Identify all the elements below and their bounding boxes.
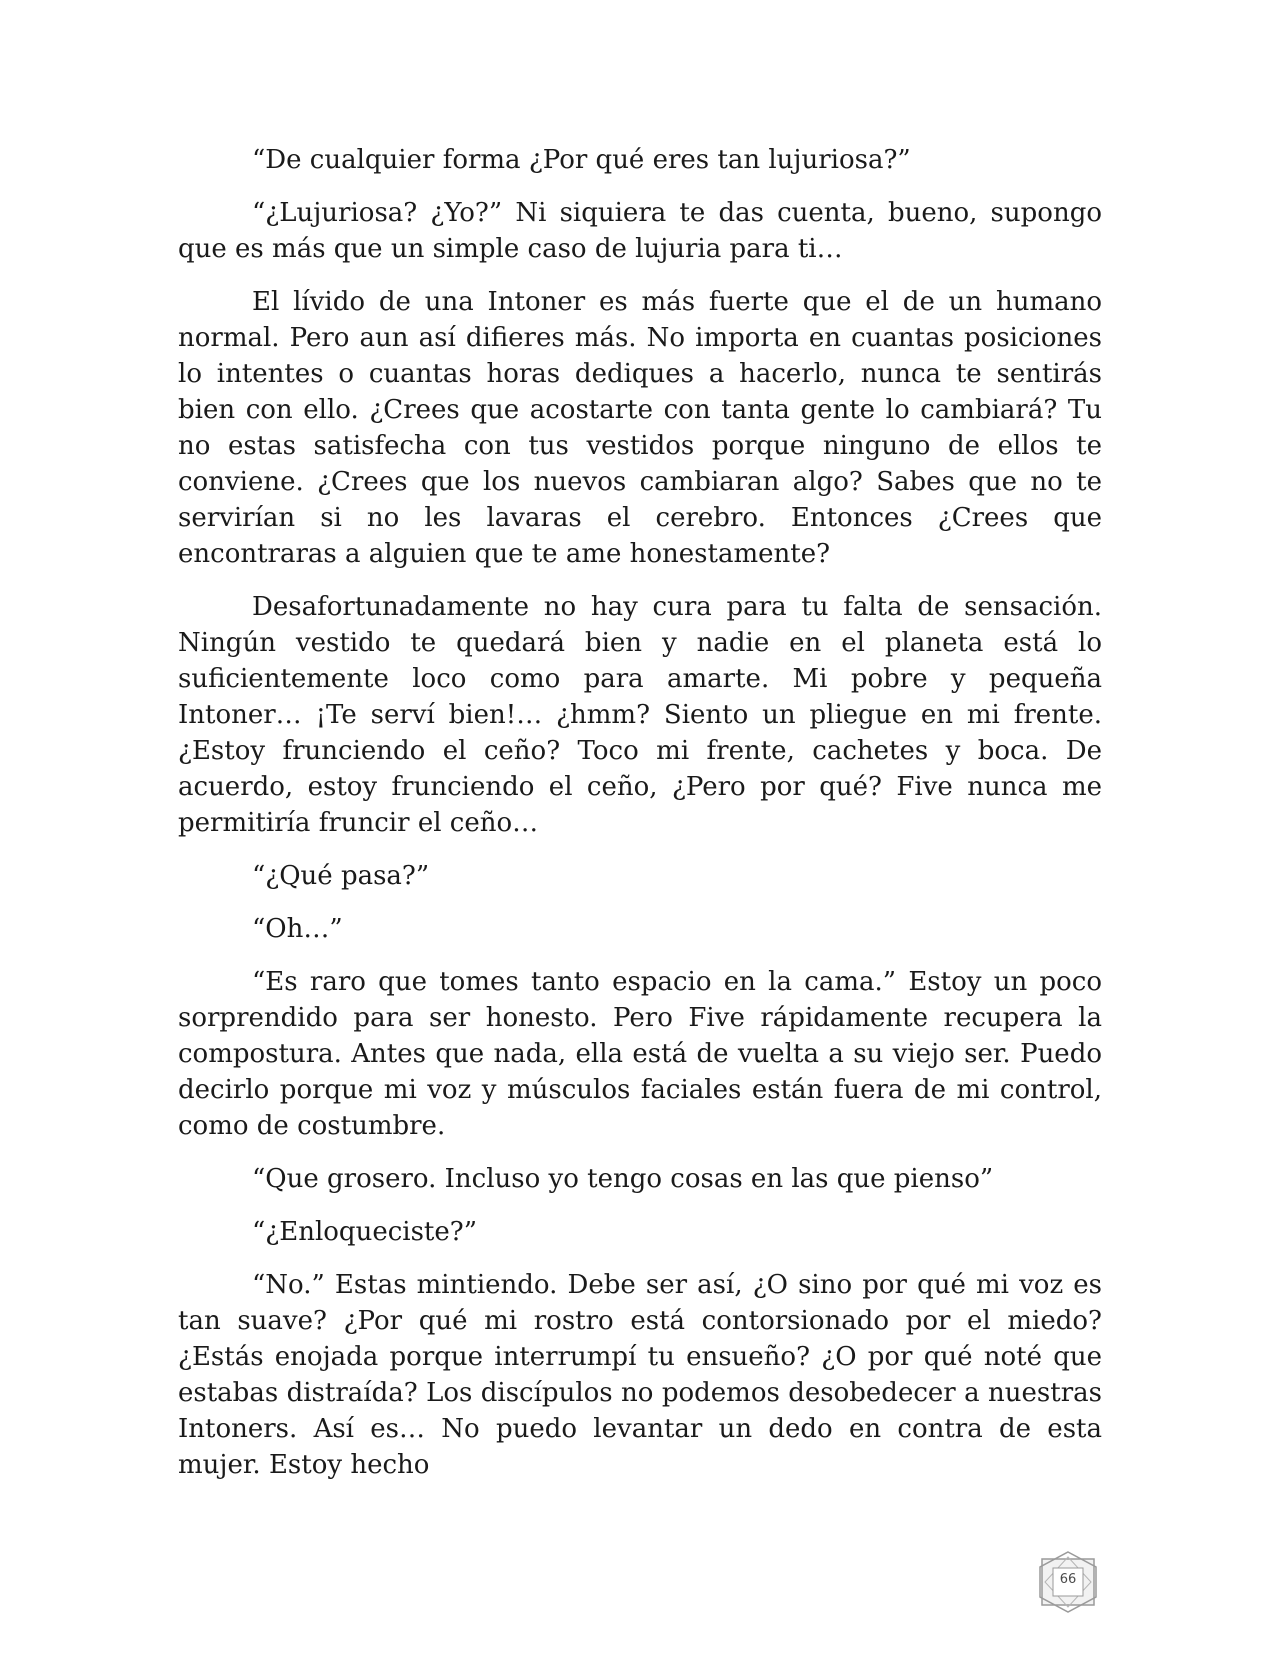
body-text: [178, 142, 1102, 1500]
paragraph-6: “Oh…”: [252, 914, 343, 944]
page-number: 66: [1059, 1572, 1077, 1587]
paragraph-3: El lívido de una Intoner es más fuerte que el de un humano normal. Pero aun así difieres más. No importa en cuantas posiciones lo intentes o cuantas horas dediques a hacerlo, nunca te sentirás bien con ello. ¿Crees que acostarte con tanta gente lo cambiará? Tu no estas satisfecha con tus vestidos porque ninguno de ellos te conviene. ¿Crees que los nuevos cambiaran algo? Sabes que no te servirían si no les lavaras el cerebro. Entonces ¿Crees que encontraras a alguien que te ame honestamente?: [178, 287, 1102, 569]
page-number-badge: [1034, 1551, 1102, 1613]
paragraph-1: “De cualquier forma ¿Por qué eres tan lujuriosa?”: [252, 145, 911, 175]
paragraph-9: “¿Enloqueciste?”: [252, 1217, 477, 1247]
paragraph-7: “Es raro que tomes tanto espacio en la cama.” Estoy un poco sorprendido para ser honesto. Pero Five rápidamente recupera la compostura. Antes que nada, ella está de vuelta a su viejo ser. Puedo decirlo porque mi voz y músculos faciales están fuera de mi control, como de costumbre.: [178, 967, 1102, 1141]
paragraph-8: “Que grosero. Incluso yo tengo cosas en las que pienso”: [252, 1164, 994, 1194]
paragraph-4: Desafortunadamente no hay cura para tu falta de sensación. Ningún vestido te quedará bien y nadie en el planeta está lo suficientemente loco como para amarte. Mi pobre y pequeña Intoner… ¡Te serví bien!… ¿hmm? Siento un pliegue en mi frente. ¿Estoy frunciendo el ceño? Toco mi frente, cachetes y boca. De acuerdo, estoy frunciendo el ceño, ¿Pero por qué? Five nunca me permitiría fruncir el ceño…: [178, 592, 1102, 838]
paragraph-2: “¿Lujuriosa? ¿Yo?” Ni siquiera te das cuenta, bueno, supongo que es más que un simple caso de lujuria para ti…: [178, 198, 1102, 264]
paragraph-5: “¿Qué pasa?”: [252, 861, 430, 891]
paragraph-10: “No.” Estas mintiendo. Debe ser así, ¿O sino por qué mi voz es tan suave? ¿Por qué mi rostro está contorsionado por el miedo? ¿Estás enojada porque interrumpí tu ensueño? ¿O por qué noté que estabas distraída? Los discípulos no podemos desobedecer a nuestras Intoners. Así es… No puedo levantar un dedo en contra de esta mujer. Estoy hecho: [178, 1270, 1102, 1480]
